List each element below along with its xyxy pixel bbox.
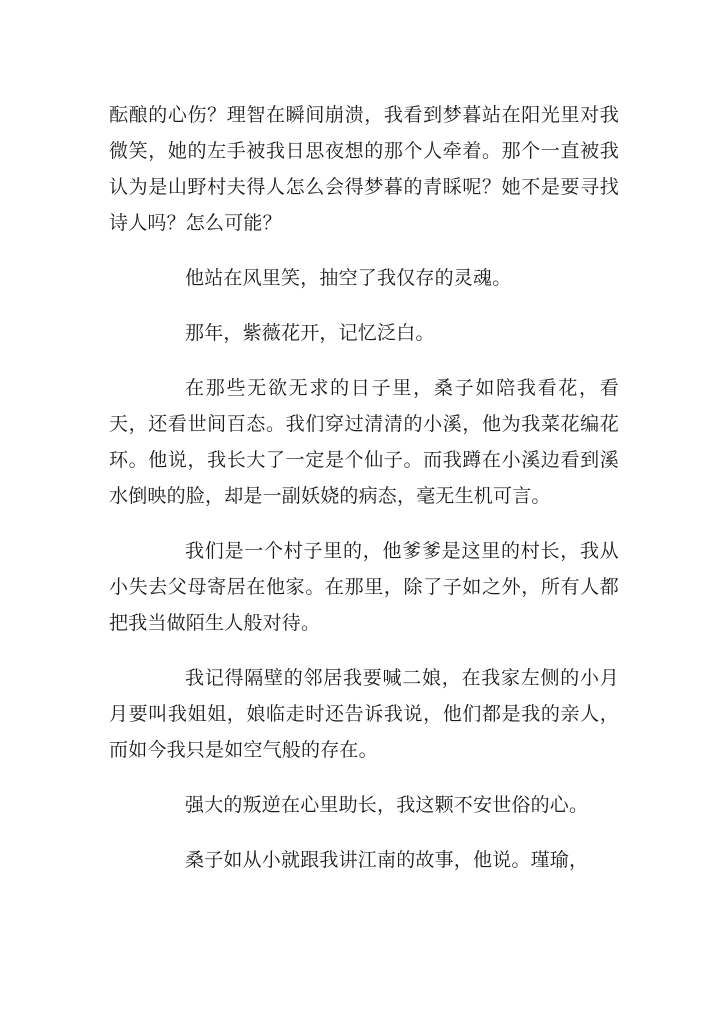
paragraph-7: 强大的叛逆在心里助长，我这颗不安世俗的心。 (185, 794, 589, 816)
paragraph-2: 他站在风里笑，抽空了我仅存的灵魂。 (185, 267, 512, 289)
paragraph-8: 桑子如从小就跟我讲江南的故事，他说。瑾瑜， (185, 849, 589, 871)
body-text (109, 97, 619, 897)
paragraph-1: 酝酿的心伤？理智在瞬间崩溃，我看到梦暮站在阳光里对我微笑，她的左手被我日思夜想的那个人牵着。那个一直被我认为是山野村夫得人怎么会得梦暮的青睬呢？她不是要寻找诗人吗？怎么可能？ (109, 104, 619, 234)
paragraph-5: 我们是一个村子里的，他爹爹是这里的村长，我从小失去父母寄居在他家。在那里，除了子如之外，所有人都把我当做陌生人般对待。 (109, 540, 619, 634)
paragraph-3: 那年，紫薇花开，记忆泛白。 (185, 322, 435, 344)
paragraph-6: 我记得隔壁的邻居我要喊二娘，在我家左侧的小月月要叫我姐姐，娘临走时还告诉我说，他们都是我的亲人，而如今我只是如空气般的存在。 (109, 667, 619, 761)
paragraph-4: 在那些无欲无求的日子里，桑子如陪我看花，看天，还看世间百态。我们穿过清清的小溪，他为我菜花编花环。他说，我长大了一定是个仙子。而我蹲在小溪边看到溪水倒映的脸，却是一副妖娆的病态，毫无生机可言。 (109, 377, 619, 507)
